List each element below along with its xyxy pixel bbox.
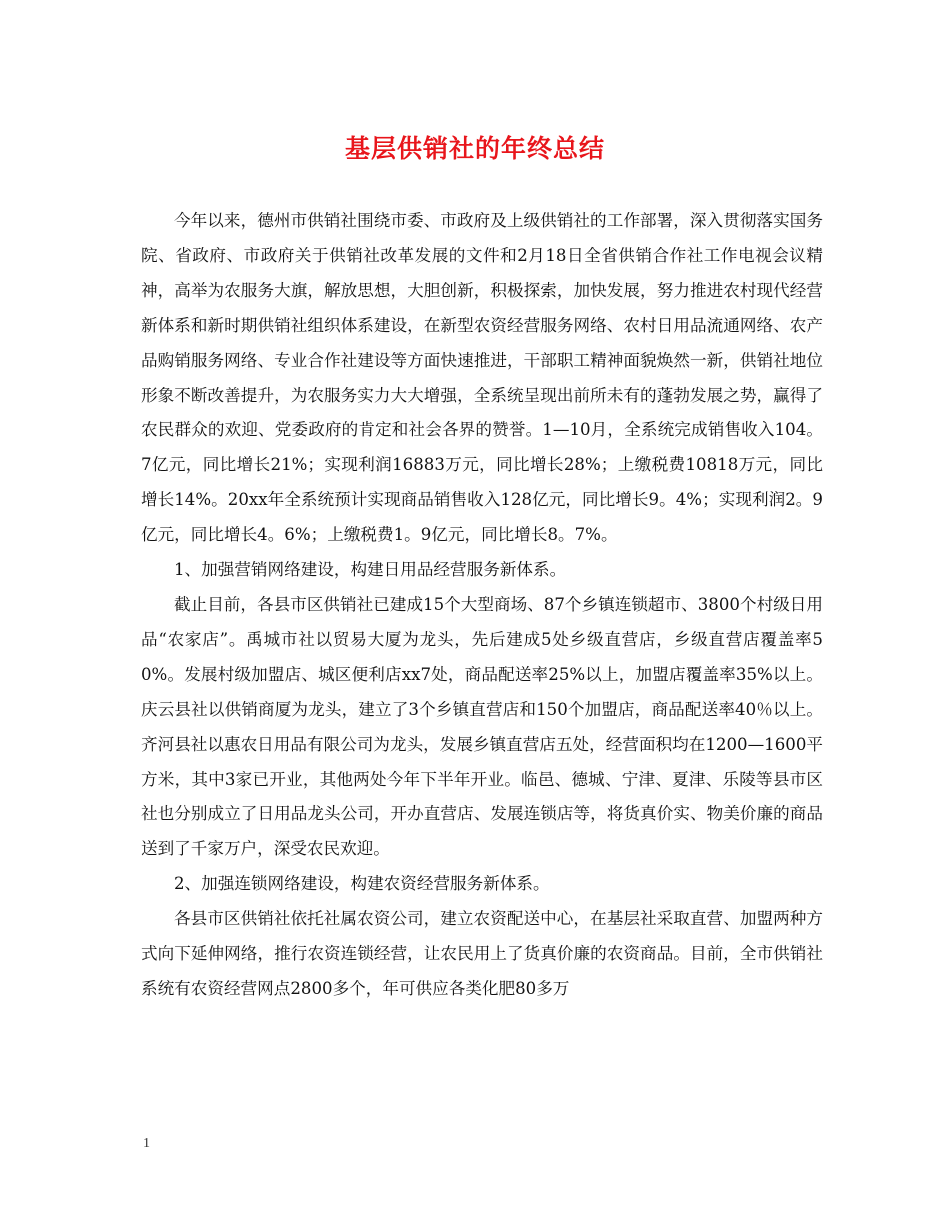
- paragraph-section-2: 各县市区供销社依托社属农资公司，建立农资配送中心，在基层社采取直营、加盟两种方式向下延伸网络，推行农资连锁经营，让农民用上了货真价廉的农资商品。目前，全市供销社系统有农资经营网点2800多个，年可供应各类化肥80多万: [141, 909, 823, 998]
- section-heading-1: 1、加强营销网络建设，构建日用品经营服务新体系。: [174, 560, 567, 580]
- paragraph-section-1: 截止目前，各县市区供销社已建成15个大型商场、87个乡镇连锁超市、3800个村级日用品“农家店”。禹城市社以贸易大厦为龙头，先后建成5处乡级直营店，乡级直营店覆盖率50%。发展村级加盟店、城区便利店xx7处，商品配送率25%以上，加盟店覆盖率35%以上。庆云县社以供销商厦为龙头，建立了3个乡镇直营店和150个加盟店，商品配送率40％以上。齐河县社以惠农日用品有限公司为龙头，发展乡镇直营店五处，经营面积均在1200—1600平方米，其中3家已开业，其他两处今年下半年开业。临邑、德城、宁津、夏津、乐陵等县市区社也分别成立了日用品龙头公司，开办直营店、发展连锁店等，将货真价实、物美价廉的商品送到了千家万户，深受农民欢迎。: [141, 594, 823, 859]
- section-heading-2: 2、加强连锁网络建设，构建农资经营服务新体系。: [174, 874, 550, 894]
- document-title: 基层供销社的年终总结: [344, 134, 605, 163]
- paragraph-intro: 今年以来，德州市供销社围绕市委、市政府及上级供销社的工作部署，深入贯彻落实国务院、省政府、市政府关于供销社改革发展的文件和2月18日全省供销合作社工作电视会议精神，高举为农服务大旗，解放思想，大胆创新，积极探索，加快发展，努力推进农村现代经营新体系和新时期供销社组织体系建设，在新型农资经营服务网络、农村日用品流通网络、农产品购销服务网络、专业合作社建设等方面快速推进，干部职工精神面貌焕然一新，供销社地位形象不断改善提升，为农服务实力大大增强，全系统呈现出前所未有的蓬勃发展之势，赢得了农民群众的欢迎、党委政府的肯定和社会各界的赞誉。1—10月，全系统完成销售收入104。7亿元，同比增长21%；实现利润16883万元，同比增长28%；上缴税费10818万元，同比增长14%。20xx年全系统预计实现商品销售收入128亿元，同比增长9。4%；实现利润2。9亿元，同比增长4。6%；上缴税费1。9亿元，同比增长8。7%。: [141, 211, 823, 545]
- document-body: [141, 204, 823, 1007]
- page-number: 1: [143, 1136, 150, 1151]
